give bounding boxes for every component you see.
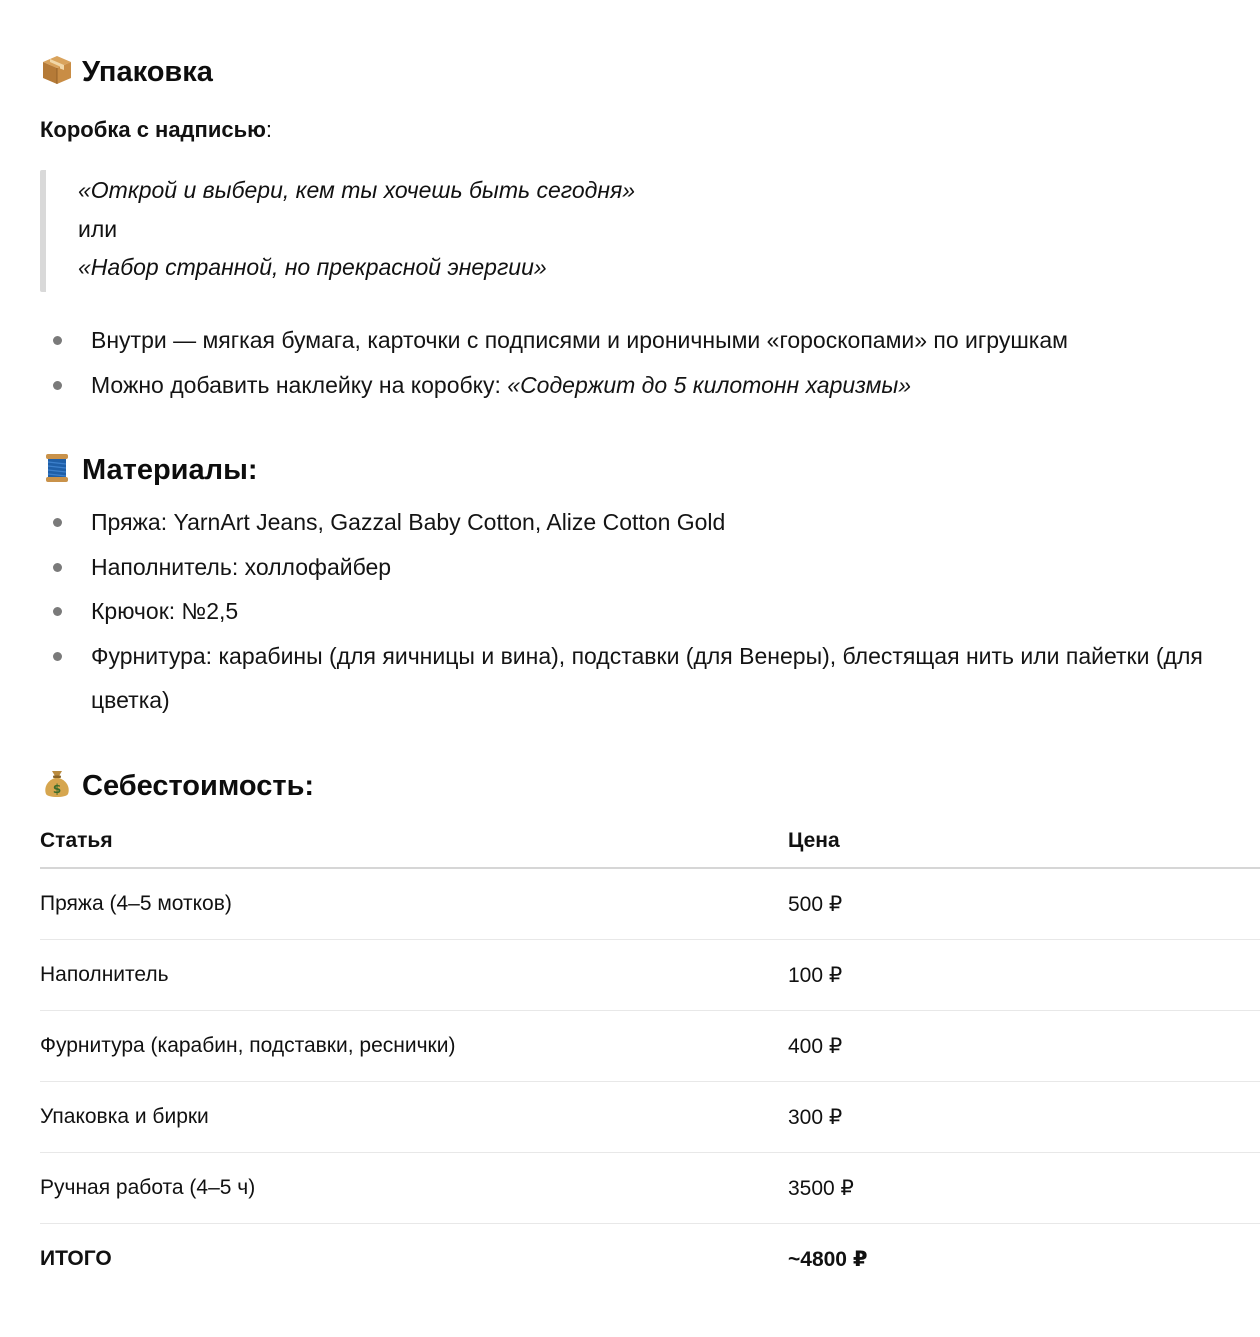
bullet-dot — [53, 518, 62, 527]
list-item — [40, 318, 1260, 363]
material-yarn: Пряжа: YarnArt Jeans, Gazzal Baby Cotton, Alize Cotton Gold — [91, 509, 726, 535]
bullet-dot — [53, 381, 62, 390]
cost-item: Упаковка и бирки — [40, 1082, 788, 1153]
column-header-item: Статья — [40, 815, 788, 868]
material-hook: Крючок: №2,5 — [91, 598, 239, 624]
table-row — [40, 868, 1260, 940]
cost-title: Себестоимость: — [82, 770, 315, 802]
cost-item: Ручная работа (4–5 ч) — [40, 1153, 788, 1224]
list-item — [40, 363, 1260, 408]
sticker-text: «Содержит до 5 килотонн харизмы» — [507, 371, 912, 398]
table-row — [40, 1153, 1260, 1224]
total-label: ИТОГО — [40, 1247, 112, 1270]
bullet-dot — [53, 607, 62, 616]
money-bag-icon — [40, 767, 74, 801]
quote-option-2: «Набор странной, но прекрасной энергии» — [78, 254, 547, 280]
box-label — [40, 114, 272, 146]
materials-heading — [40, 450, 258, 490]
cost-item: Пряжа (4–5 мотков) — [40, 868, 788, 940]
total-price: ~4800 ₽ — [788, 1247, 868, 1271]
box-inscription-quote — [40, 170, 940, 292]
quote-option-1: «Открой и выбери, кем ты хочешь быть сегодня» — [78, 177, 636, 203]
packaging-list — [40, 318, 1260, 407]
cost-item: Наполнитель — [40, 940, 788, 1011]
cost-price: 100 ₽ — [788, 940, 1260, 1011]
table-row — [40, 1082, 1260, 1153]
materials-list — [40, 500, 1260, 723]
cost-heading — [40, 766, 314, 806]
bullet-dot — [53, 652, 62, 661]
bullet-dot — [53, 563, 62, 572]
packaging-title: Упаковка — [82, 56, 213, 88]
total-row — [40, 1224, 1260, 1295]
table-row — [40, 1011, 1260, 1082]
bullet-dot — [53, 336, 62, 345]
cost-price: 500 ₽ — [788, 868, 1260, 940]
list-item — [40, 545, 1260, 590]
cost-price: 400 ₽ — [788, 1011, 1260, 1082]
svg-text:$: $ — [52, 782, 62, 796]
quote-or: или — [78, 215, 118, 242]
list-item — [40, 634, 1260, 723]
cost-table — [40, 815, 1260, 1294]
packaging-heading — [40, 52, 213, 92]
sticker-prefix: Можно добавить наклейку на коробку: — [91, 371, 508, 398]
material-hardware: Фурнитура: карабины (для яичницы и вина), подставки (для Венеры), блестящая нить или пайетки (для цветка) — [91, 642, 1203, 713]
table-row — [40, 940, 1260, 1011]
package-icon — [40, 53, 74, 87]
list-item — [40, 500, 1260, 545]
thread-spool-icon — [40, 451, 74, 485]
packaging-inside-text: Внутри — мягкая бумага, карточки с подписями и ироничными «гороскопами» по игрушкам — [91, 327, 1068, 353]
table-header-row — [40, 815, 1260, 868]
column-header-price: Цена — [788, 815, 1260, 868]
box-label-bold: Коробка с надписью — [40, 117, 266, 142]
cost-item: Фурнитура (карабин, подставки, реснички) — [40, 1011, 788, 1082]
list-item — [40, 589, 1260, 634]
cost-price: 3500 ₽ — [788, 1153, 1260, 1224]
box-label-colon: : — [265, 117, 273, 142]
material-filler: Наполнитель: холлофайбер — [91, 553, 392, 580]
materials-title: Материалы: — [82, 454, 258, 486]
cost-price: 300 ₽ — [788, 1082, 1260, 1153]
